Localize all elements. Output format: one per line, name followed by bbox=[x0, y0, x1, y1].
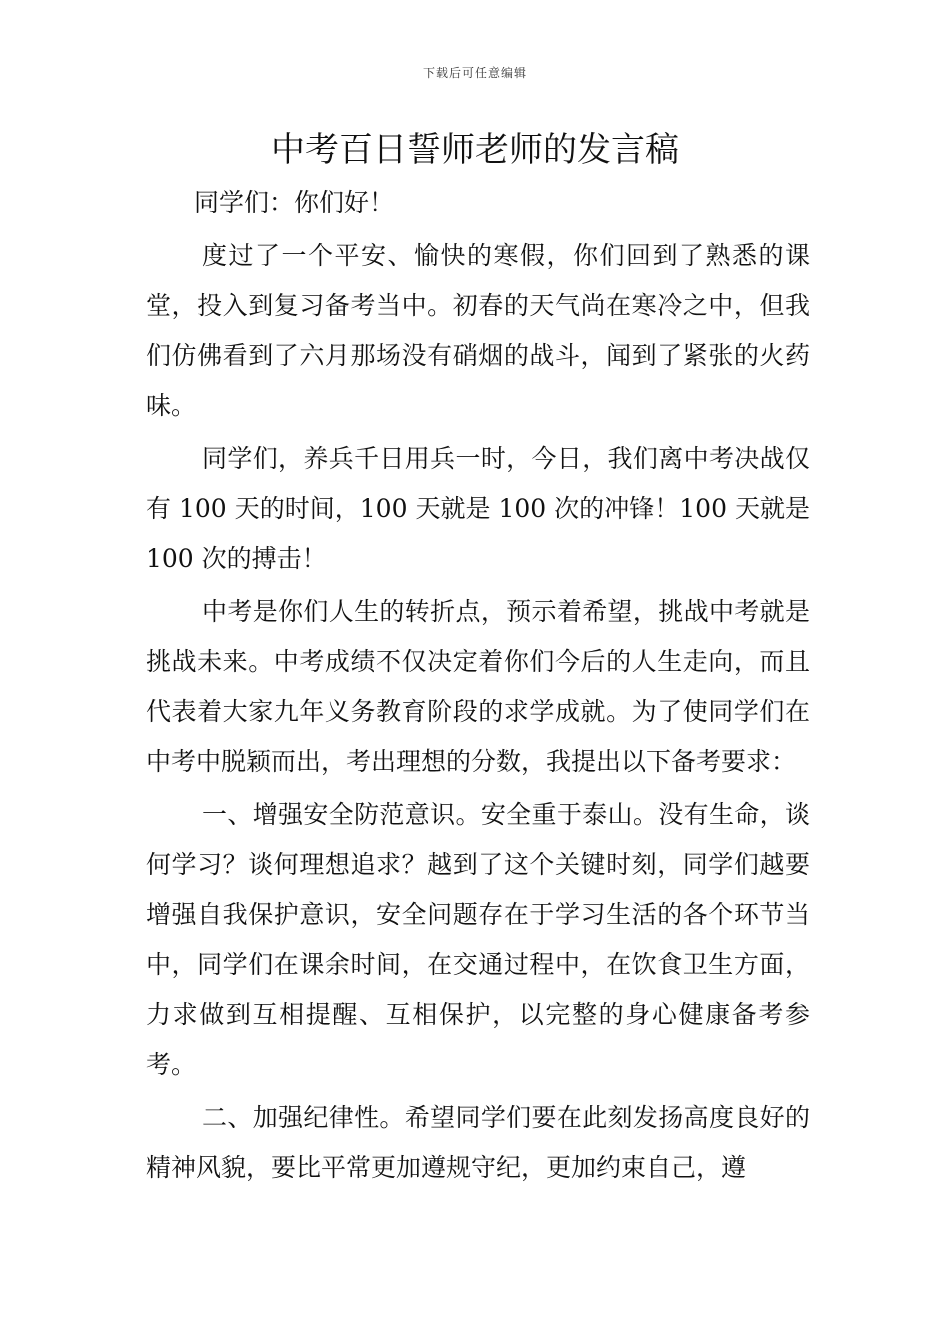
paragraph-2: 同学们，养兵千日用兵一时，今日，我们离中考决战仅有 100 天的时间，100 天就是 100 次的冲锋！100 天就是 100 次的搏击！ bbox=[146, 444, 810, 573]
paragraph-3: 中考是你们人生的转折点，预示着希望，挑战中考就是挑战未来。中考成绩不仅决定着你们今后的人生走向，而且代表着大家九年义务教育阶段的求学成就。为了使同学们在中考中脱颖而出，考出理想的分数，我提出以下备考要求： bbox=[146, 597, 810, 776]
paragraph-1: 度过了一个平安、愉快的寒假，你们回到了熟悉的课堂，投入到复习备考当中。初春的天气尚在寒冷之中，但我们仿佛看到了六月那场没有硝烟的战斗，闻到了紧张的火药味。 bbox=[146, 241, 810, 420]
paragraph-4: 一、增强安全防范意识。安全重于泰山。没有生命，谈何学习？谈何理想追求？越到了这个关键时刻，同学们越要增强自我保护意识，安全问题存在于学习生活的各个环节当中，同学们在课余时间，在交通过程中，在饮食卫生方面，力求做到互相提醒、互相保护，以完整的身心健康备考参考。 bbox=[146, 800, 810, 1079]
paragraph-5: 二、加强纪律性。希望同学们要在此刻发扬高度良好的精神风貌，要比平常更加遵规守纪，更加约束自己，遵 bbox=[146, 1103, 810, 1182]
header-note: 下载后可任意编辑 bbox=[422, 66, 527, 80]
greeting: 同学们：你们好！ bbox=[194, 188, 395, 217]
document-title: 中考百日誓师老师的发言稿 bbox=[271, 130, 679, 170]
document-body bbox=[146, 178, 810, 1193]
